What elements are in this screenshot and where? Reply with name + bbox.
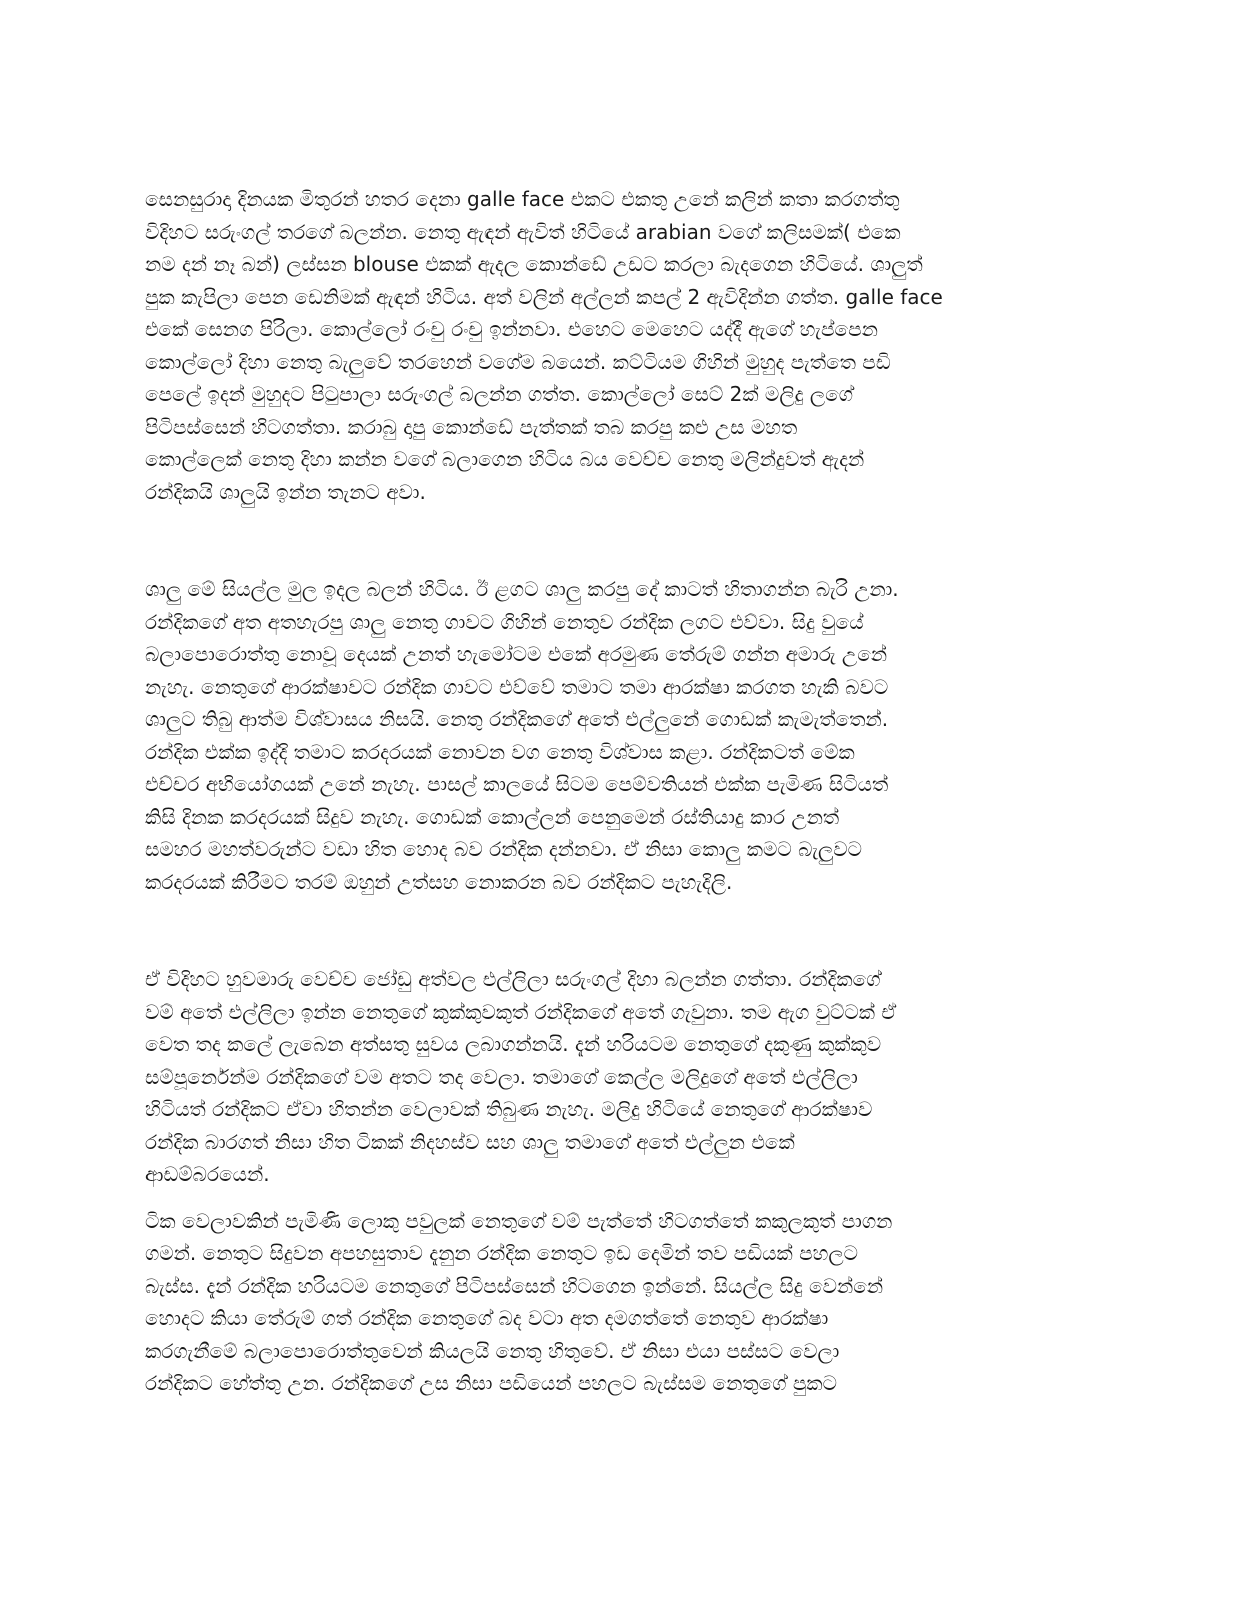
text-line: පිටිපස්සෙන් හිටගත්තා. කරාබු දාපු කොන්ඩේ පැත්තක් තබ කරපු කළු උස මහත (145, 414, 798, 439)
text-line: ආඩම්බරයෙන්. (145, 1162, 270, 1186)
text-line: වෙත තද කලේ ලැබෙන අත්සතු සුවය ලබාගන්නයි. දැන් හරියටම නෙතුගේ දකුණු කුක්කුව (145, 1032, 882, 1056)
text-line: පුක කැපිලා පෙන ඩෙනිමක් ඇඳන් හිටිය. අත් වලින් අල්ලන් කපල් 2 ඇවිදින්න ගත්ත. galle face (145, 284, 943, 309)
text-line: රන්දික එක්ක ඉද්දි තමාට කරදරයක් නොවන වග නෙතු විශ්වාස කළා. රන්දිකටත් මේක (145, 739, 855, 764)
text-line: ගමන්. නෙතුට සිදුවන අපහසුතාව දැනුන රන්දික නෙතුට ඉඩ දෙමින් තව පඩියක් පහලට (145, 1241, 859, 1265)
document-page (145, 183, 1091, 1400)
text-line: කරගැනීමේ බලාපොරොත්තුවෙන් කියලයි නෙතු හිතුවේ. ඒ නිසා එයා පස්සට වෙලා (145, 1338, 840, 1363)
text-line: කරදරයක් කිරීමට තරම් ඔහුන් උත්සහ නොකරන බව රන්දිකට පැහැදිලි. (145, 869, 733, 894)
text-line: නැහැ. නෙතුගේ ආරක්ෂාවට රන්දික ගාවට එව්වේ තමාට තමා ආරක්ෂා කරගත හැකි බවට (145, 674, 889, 699)
text-line: වම් අතේ එල්ලිලා ඉන්න නෙතුගේ කුක්කුවකුත් රන්දිකගේ අතේ ගැවුනා. තම ඇග වුට්ටක් ඒ (145, 999, 897, 1024)
text-line: සෙනසුරාදා දිනයක මිතුරන් හතර දෙනා galle face එකට එකතු උනේ කලින් කතා කරගත්තු (145, 187, 900, 211)
paragraph-2 (145, 573, 1091, 898)
text-line: ශාලුට තිබු ආත්ම විශ්වාසය නිසයි. නෙතු රන්දිකගේ අතේ එල්ලුනේ ගොඩක් කැමැත්තෙන්. (145, 707, 889, 731)
text-line: හොදට කියා තේරුම් ගත් රන්දික නෙතුගේ බද වටා අත දමගත්තේ නෙතුව ආරක්ෂා (145, 1306, 829, 1330)
text-line: රන්දික බාරගත් නිසා හිත ටිකක් නිදහස්ව සහ ශාලු තමාගේ අතේ එල්ලුන එකේ (145, 1129, 795, 1154)
text-line: එච්චර අභියෝගයක් උනේ නැහැ. පාසල් කාලයේ සිටම පෙම්වතියන් එක්ක පැමිණ සිටියත් (145, 772, 889, 796)
paragraph-4 (145, 1205, 1091, 1400)
text-line: කොල්ලෙක් නෙතු දිහා කන්න වගේ බලාගෙන හිටිය බය වෙච්ච නෙතු මලින්දුවත් ඇදන් (145, 447, 865, 471)
text-line: හිටියත් රන්දිකට ඒවා හිතන්න වෙලාවක් තිබුණ නැහැ. මලිදු හිටියේ නෙතුගේ ආරක්ෂාව (145, 1097, 873, 1121)
text-line: විදිහට සරුංගල් තරගේ බලන්න. නෙතු ඇඳන් ඇවිත් හිටියේ arabian වගේ කලිසමක්( එකෙ (145, 219, 901, 244)
text-line: පෙලේ ඉදන් මුහුදට පිටුපාලා සරුංගල් බලන්න ගත්ත. කොල්ලෝ සෙට් 2ක් මලිදු ලගේ (145, 382, 853, 406)
text-line: සම්පූර්නෙන්ම රන්දිකගේ වම අතට තද වෙලා. තමාගේ කෙල්ල මලිදුගේ අතේ එල්ලිලා (145, 1064, 858, 1089)
text-line: බලාපොරොත්තු නොවූ දෙයක් උනත් හැමෝටම එකේ අරමුණ තේරුම් ගන්න අමාරු උනේ (145, 642, 888, 666)
text-line: ටික වෙලාවකින් පැමිණි ලොකු පවුලක් නෙතුගේ වම් පැත්තේ හිටගත්තේ කකුලකුත් පාගන (145, 1208, 893, 1233)
text-line: ඒ විදිහට හුවමාරු වෙච්ච ජෝඩු අත්වල එල්ලිලා සරුංගල් දිහා බලන්න ගත්තා. රන්දිකගේ (145, 967, 881, 991)
paragraph-3 (145, 963, 1091, 1191)
text-line: රන්දිකයි ශාලුයි ඉන්න තැනට අවා. (145, 479, 426, 504)
text-line: රන්දිකගේ අත අතහැරපු ශාලු නෙතු ගාවට ගිහින් නෙතුව රන්දික ලගට එව්වා. සිදු වුයේ (145, 609, 864, 634)
text-line: සමහර මහත්වරුන්ට වඩා හිත හොද බව රන්දික දන්නවා. ඒ නිසා කොලු කමට බැලුවට (145, 837, 863, 861)
text-line: එකේ සෙනග පිරිලා. කොල්ලෝ රංචු රංචු ඉන්නවා. එහෙට මෙහෙට යද්දී ඇගේ හැප්පෙන (145, 317, 878, 341)
text-line: රන්දිකට හේත්තු උන. රන්දිකගේ උස නිසා පඩියෙන් පහලට බැස්සම නෙතුගේ පුකට (145, 1371, 838, 1395)
text-line: ශාලු මේ සියල්ල මුල ඉදල බලන් හිටිය. ඊ ළගට ශාලු කරපු දේ කාටත් හිතාගන්න බැරි උනා. (145, 577, 899, 601)
text-line: නම දන් නෑ බන්) ලස්සන blouse එකක් ඇදල කොන්ඩේ උඩට කරලා බැදගෙන හිටියේ. ශාලුත් (145, 252, 923, 276)
text-line: කිසි දිනක කරදරයක් සිදුව නැහැ. ගොඩක් කොල්ලන් පෙනුමෙන් රස්තියාදු කාර උනත් (145, 804, 840, 829)
text-line: බැස්ස. දැන් රන්දික හරියටම නෙතුගේ පිටිපස්සෙන් හිටගෙන ඉන්නේ. සියල්ල සිදු වෙන්නේ (145, 1273, 884, 1298)
paragraph-1 (145, 183, 1091, 508)
text-line: කොල්ලෝ දිහා නෙතු බැලුවේ තරහෙන් වගේම බයෙන්. කට්ටියම ගිහින් මුහුද පැත්තෙ පඩි (145, 349, 891, 374)
